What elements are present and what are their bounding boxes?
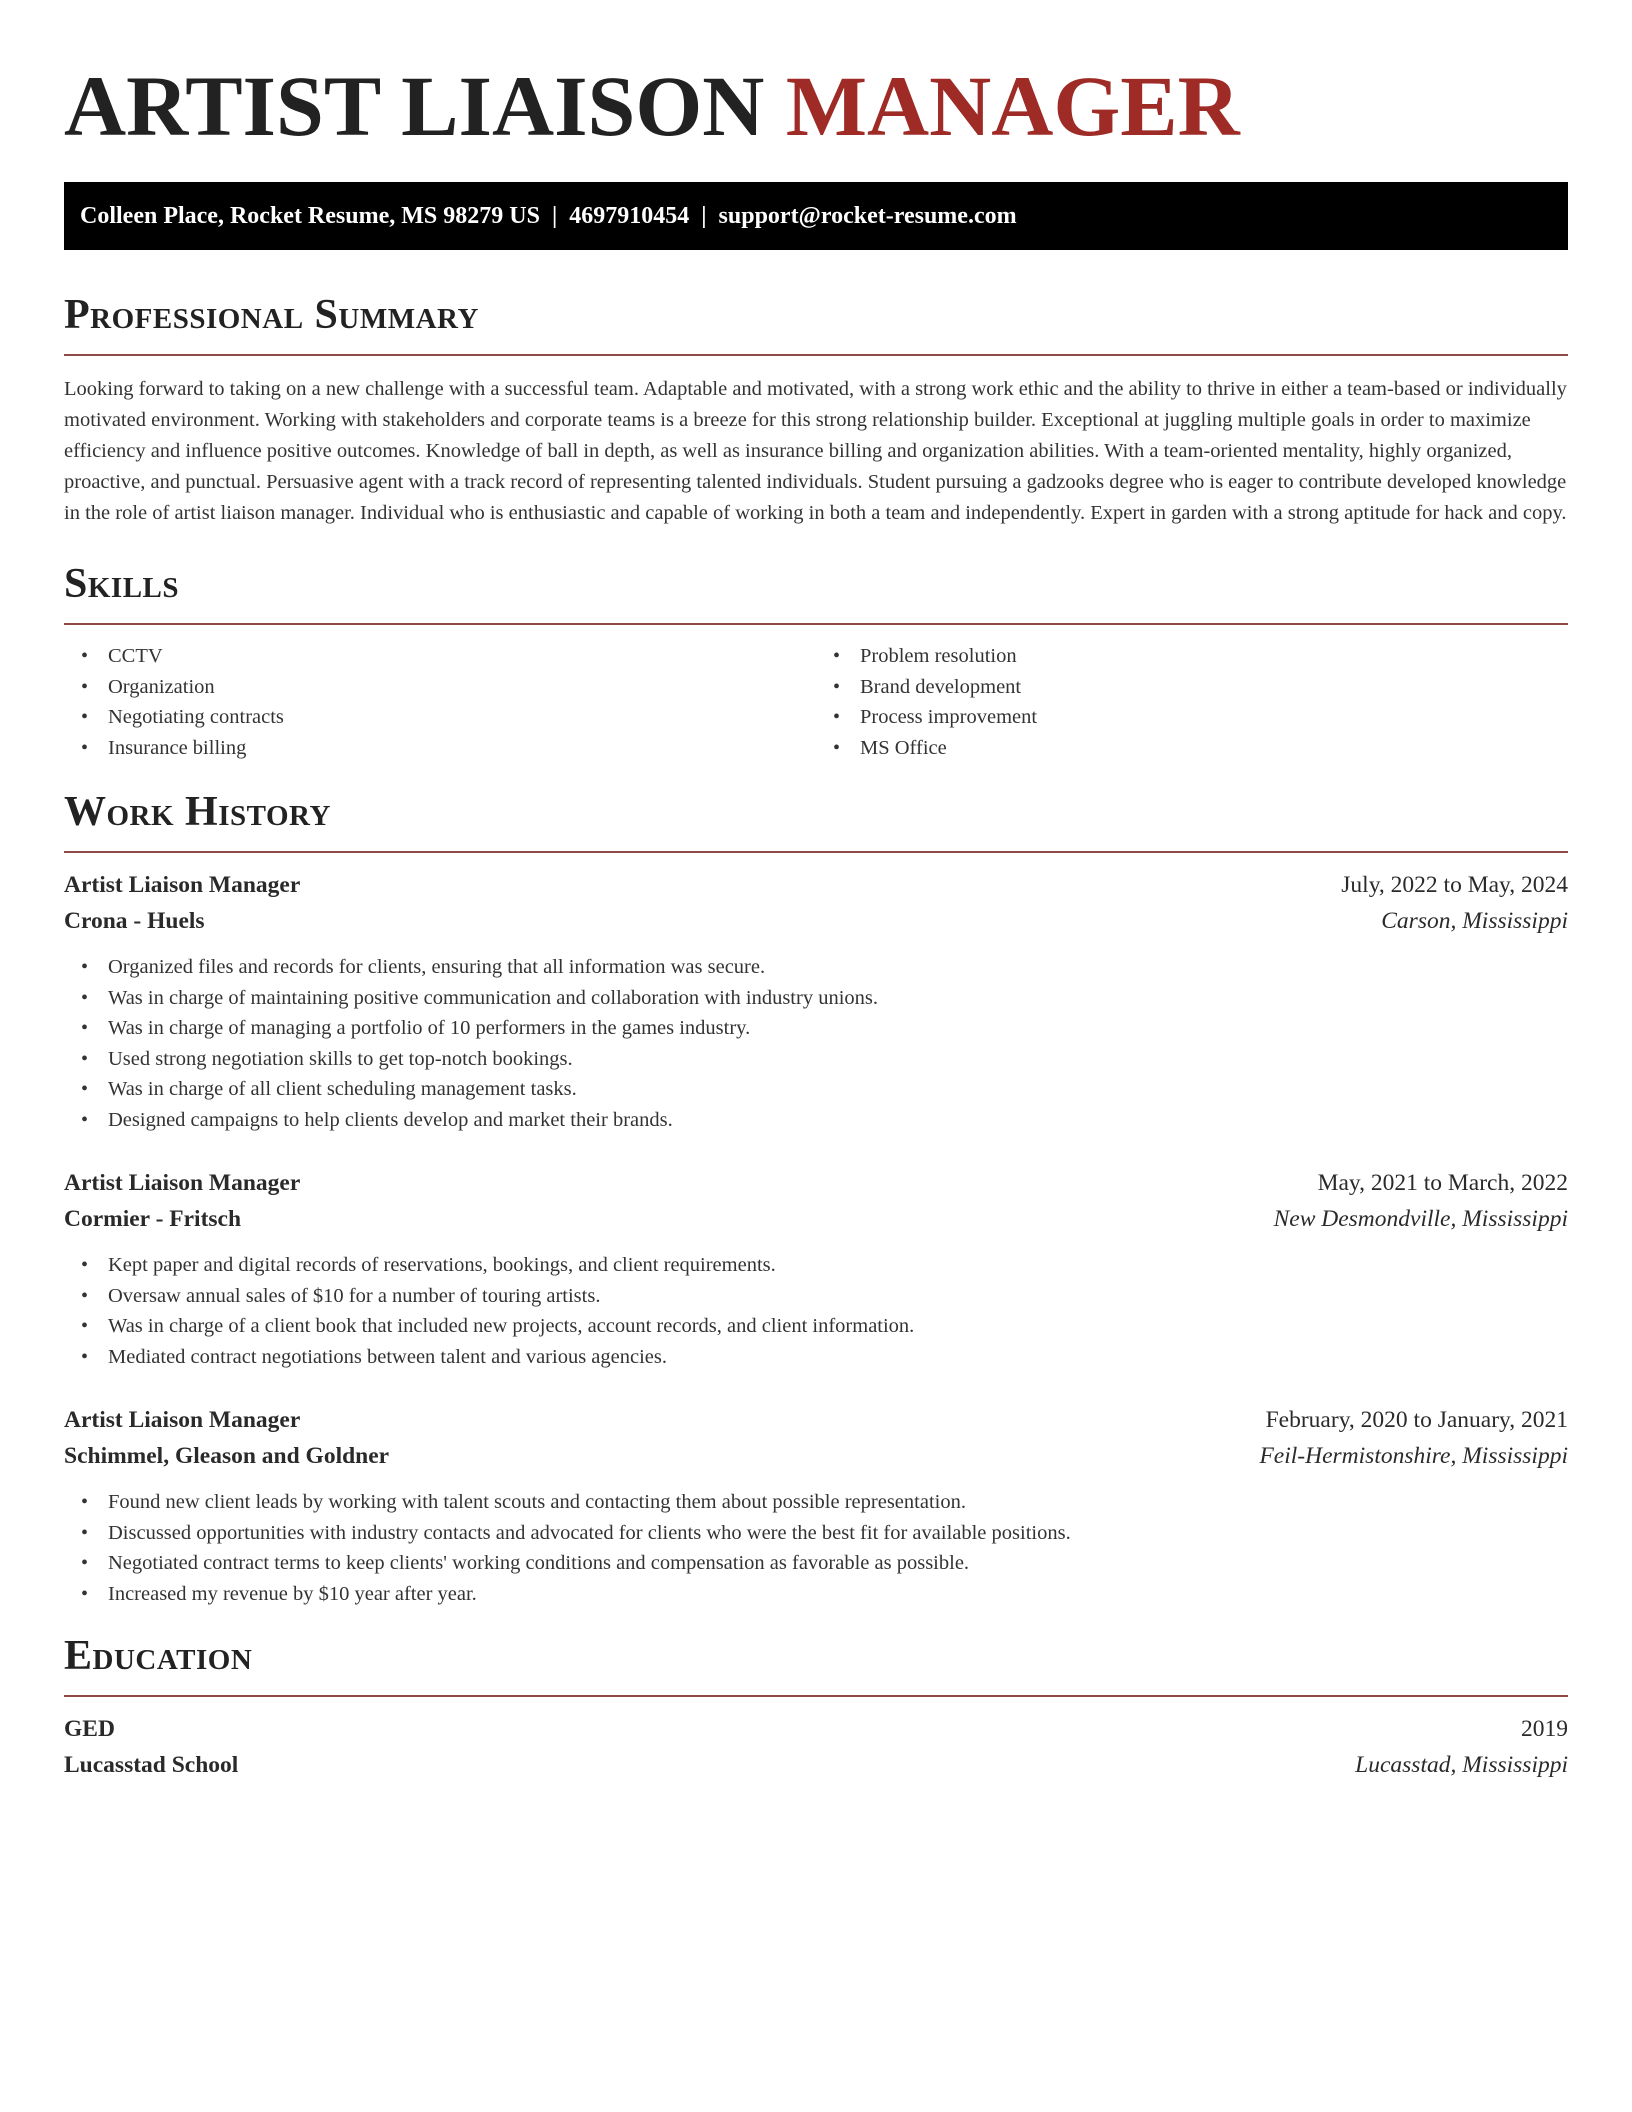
skills-section [64,529,1568,763]
job-dates: July, 2022 to May, 2024 [1341,872,1568,898]
skill-item: • Negotiating contracts [108,702,816,733]
job-entry [64,867,1568,1135]
job-bullet: • Discussed opportunities with industry contacts and advocated for clients who were the best fit for available positions. [108,1518,1568,1549]
education-heading: Education [64,1633,253,1679]
job-bullets [64,952,1568,1135]
job-company-row [64,1201,1568,1237]
job-bullet: • Organized files and records for clients, ensuring that all information was secure. [108,952,1568,983]
job-bullet: • Negotiated contract terms to keep clients' working conditions and compensation as favorable as possible. [108,1548,1568,1579]
education-entry [64,1711,1568,1783]
job-company: Crona - Huels [64,908,205,934]
skills-column-left [64,641,816,763]
job-dates: May, 2021 to March, 2022 [1317,1170,1568,1196]
job-bullet: • Mediated contract negotiations between talent and various agencies. [108,1342,1568,1373]
job-company: Schimmel, Gleason and Goldner [64,1443,390,1469]
contact-bar [64,182,1568,250]
section-divider [64,851,1568,853]
education-school: Lucasstad School [64,1752,239,1778]
page-title [64,0,1568,156]
summary-section [64,250,1568,529]
job-entry [64,1165,1568,1372]
job-bullet: • Was in charge of all client scheduling management tasks. [108,1074,1568,1105]
section-divider [64,1695,1568,1697]
skill-item: • Brand development [860,672,1568,703]
job-bullet: • Was in charge of maintaining positive communication and collaboration with industry unions. [108,983,1568,1014]
skills-column-right [816,641,1568,763]
contact-separator: | [551,203,558,229]
job-entry [64,1402,1568,1609]
education-section [64,1609,1568,1783]
job-bullet: • Used strong negotiation skills to get top-notch bookings. [108,1044,1568,1075]
contact-address: Colleen Place, Rocket Resume, MS 98279 US [80,203,540,229]
education-year: 2019 [1521,1716,1568,1742]
job-dates: February, 2020 to January, 2021 [1265,1407,1568,1433]
education-header-row [64,1711,1568,1747]
job-bullet: • Increased my revenue by $10 year after year. [108,1579,1568,1610]
job-location: Feil-Hermistonshire, Mississippi [1259,1443,1568,1469]
title-main: ARTIST LIAISON [64,58,765,154]
contact-separator: | [701,203,707,229]
job-title: Artist Liaison Manager [64,1170,301,1196]
job-header-row [64,1165,1568,1201]
title-accent: MANAGER [785,58,1240,154]
job-location: New Desmondville, Mississippi [1273,1206,1568,1232]
job-bullet: • Oversaw annual sales of $10 for a number of touring artists. [108,1281,1568,1312]
job-bullet: • Found new client leads by working with talent scouts and contacting them about possible representation. [108,1487,1568,1518]
work-history-heading: Work History [64,789,331,835]
skill-item: • CCTV [108,641,816,672]
skill-item: • MS Office [860,733,1568,764]
skill-item: • Process improvement [860,702,1568,733]
job-bullets [64,1487,1568,1609]
skills-heading: Skills [64,561,180,607]
job-company: Cormier - Fritsch [64,1206,242,1232]
skill-item: • Organization [108,672,816,703]
contact-email: support@rocket-resume.com [718,203,1017,229]
contact-phone: 4697910454 [569,203,690,229]
skill-item: • Insurance billing [108,733,816,764]
job-header-row [64,867,1568,903]
job-title: Artist Liaison Manager [64,1407,301,1433]
job-bullet: • Kept paper and digital records of reservations, bookings, and client requirements. [108,1250,1568,1281]
job-header-row [64,1402,1568,1438]
job-title: Artist Liaison Manager [64,872,301,898]
job-bullet: • Was in charge of a client book that included new projects, account records, and client information. [108,1311,1568,1342]
job-bullet: • Was in charge of managing a portfolio of 10 performers in the games industry. [108,1013,1568,1044]
section-divider [64,354,1568,356]
job-company-row [64,903,1568,939]
job-location: Carson, Mississippi [1381,908,1568,934]
work-history-section [64,763,1568,1609]
summary-text: Looking forward to taking on a new challenge with a successful team. Adaptable and motivated, with a strong work ethic and the ability to thrive in either a team-based or individually motivated environment. Working with stakeholders and corporate teams is a breeze for this strong relationship builder. Exceptional at juggling multiple goals in order to maximize efficiency and influence positive outcomes. Knowledge of ball in depth, as well as insurance billing and organization abilities. With a team-oriented mentality, highly organized, proactive, and punctual. Persuasive agent with a track record of representing talented individuals. Student pursuing a gadzooks degree who is eager to contribute developed knowledge in the role of artist liaison manager. Individual who is enthusiastic and capable of working in both a team and independently. Expert in garden with a strong aptitude for hack and copy. [64,378,1567,524]
summary-heading: Professional Summary [64,292,479,338]
job-bullet: • Designed campaigns to help clients develop and market their brands. [108,1105,1568,1136]
job-bullets [64,1250,1568,1372]
education-degree: GED [64,1716,115,1742]
section-divider [64,623,1568,625]
education-school-row [64,1747,1568,1783]
job-company-row [64,1438,1568,1474]
education-location: Lucasstad, Mississippi [1355,1752,1568,1778]
skills-grid [64,641,1568,763]
skill-item: • Problem resolution [860,641,1568,672]
